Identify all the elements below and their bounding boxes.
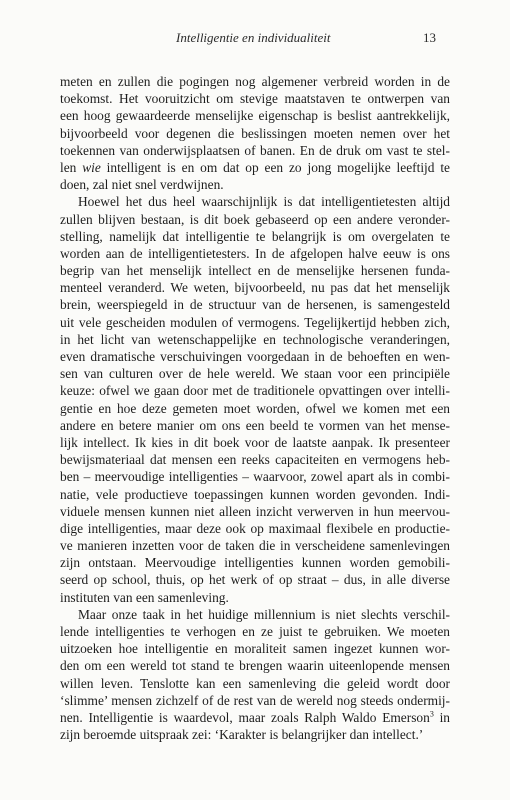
text-line: menteel veranderd. We weten, bijvoorbeeld, nu pas dat het menselijk (60, 280, 450, 296)
emphasis: wie (82, 159, 101, 175)
text-line: nen. Intelligentie is waardevol, maar zoals Ralph Waldo Emerson$^3$ in (60, 709, 450, 725)
running-title: Intelligentie en individualiteit (176, 30, 331, 45)
text-line: den om een wereld tot stand te brengen waarin uiteenlopende mensen (60, 658, 450, 674)
text-line: sen van culturen over de hele wereld. We staan voor een principiële (60, 366, 450, 382)
text-line: lijk intellect. Ik kies in dit boek voor de laatste aanpak. Ik presenteer (60, 434, 450, 450)
text-line: begrip van het menselijk intellect en de menselijke hersenen funda- (60, 263, 450, 279)
text-line: toekomst. Het vooruitzicht om stevige maatstaven te ontwerpen van (60, 91, 450, 107)
text-line: zijn ontstaan. Meervoudige intelligenties kunnen worden gemobili- (60, 555, 450, 571)
text-line: instituten van een samenleving. (60, 589, 229, 605)
text-line: willen leven. Tenslotte kan een samenleving die geleid wordt door (60, 675, 450, 691)
text-line: keuze: ofwel we gaan door met de traditionele opvattingen over intelli- (60, 383, 450, 399)
text-line: Maar onze taak in het huidige millennium is niet slechts verschil- (78, 606, 450, 622)
text-line: viduele mensen kunnen niet alleen inzicht verwerven in hun meervou- (60, 503, 450, 519)
text-line: in het licht van wetenschappelijke en technologische veranderingen, (60, 331, 450, 347)
body-text (60, 73, 450, 743)
text-line: worden aan de intelligentietesters. In de afgelopen halve eeuw is ons (60, 245, 450, 261)
text-line: andere en betere manier om ons een beeld te vormen van het mense- (60, 417, 450, 433)
text-line: bijvoorbeeld voor degenen die beslissingen moeten nemen over het (60, 125, 450, 141)
text-line: toekennen van onderwijsplaatsen of banen. En de druk om vast te stel- (60, 142, 450, 158)
text-line: ‘slimme’ mensen zichzelf of de rest van de wereld nog steeds ondermij- (60, 692, 450, 708)
footnote-ref[interactable]: 3 (429, 709, 434, 719)
text-line: stelling, namelijk dat intelligentie te belangrijk is om overgelaten te (60, 228, 450, 244)
text-line: ben – meervoudige intelligenties – waarvoor, zowel apart als in combi- (60, 469, 450, 485)
paragraph (60, 193, 450, 606)
text-line: zijn beroemde uitspraak zei: ‘Karakter is belangrijker dan intellect.’ (60, 727, 424, 743)
text-line: bewijsmateriaal dat mensen een reeks capaciteiten en vermogens heb- (60, 452, 450, 468)
text-line: gentie en hoe deze gemeten moet worden, ofwel we komen met een (60, 400, 450, 416)
paragraph (60, 73, 450, 193)
page-number: 13 (423, 30, 436, 45)
paragraph (60, 606, 450, 744)
text-line: seerd op school, thuis, op het werk of op straat – dus, in alle diverse (60, 572, 450, 588)
text-line: lende intelligenties te verhogen en ze juist te gebruiken. We moeten (60, 624, 450, 639)
text-line: doen, zal niet snel verdwijnen. (60, 177, 224, 193)
text-line: len wie intelligent is en om dat op een zo jong mogelijke leeftijd te (60, 159, 450, 175)
text-line: een hoog gewaardeerde menselijke eigenschap is beslist aantrekkelijk, (60, 108, 450, 124)
text-line: Hoewel het dus heel waarschijnlijk is dat intelligentietesten altijd (78, 194, 450, 210)
text-line: meten en zullen die pogingen nog algemener verbreid worden in de (60, 74, 450, 89)
text-line: uit vele gescheiden modulen of vermogens. Tegelijkertijd hebben zich, (60, 314, 450, 330)
running-header (0, 30, 510, 50)
text-line: zullen blijven bestaan, is dit boek gebaseerd op een andere veronder- (60, 211, 450, 227)
text-line: dige intelligenties, maar deze ook op maximaal flexibele en productie- (60, 520, 450, 536)
text-line: uitzoeken hoe intelligentie en moraliteit samen ingezet kunnen wor- (60, 641, 450, 657)
text-line: even dramatische verschuivingen voorgedaan in de behoeften en wen- (60, 349, 450, 364)
text-line: ve manieren inzetten voor de taken die in verscheidene samenlevingen (60, 538, 450, 554)
text-line: brein, weerspiegeld in de structuur van de hersenen, is samengesteld (60, 297, 450, 313)
text-line: natie, vele productieve toepassingen kunnen worden gevonden. Indi- (60, 486, 450, 502)
